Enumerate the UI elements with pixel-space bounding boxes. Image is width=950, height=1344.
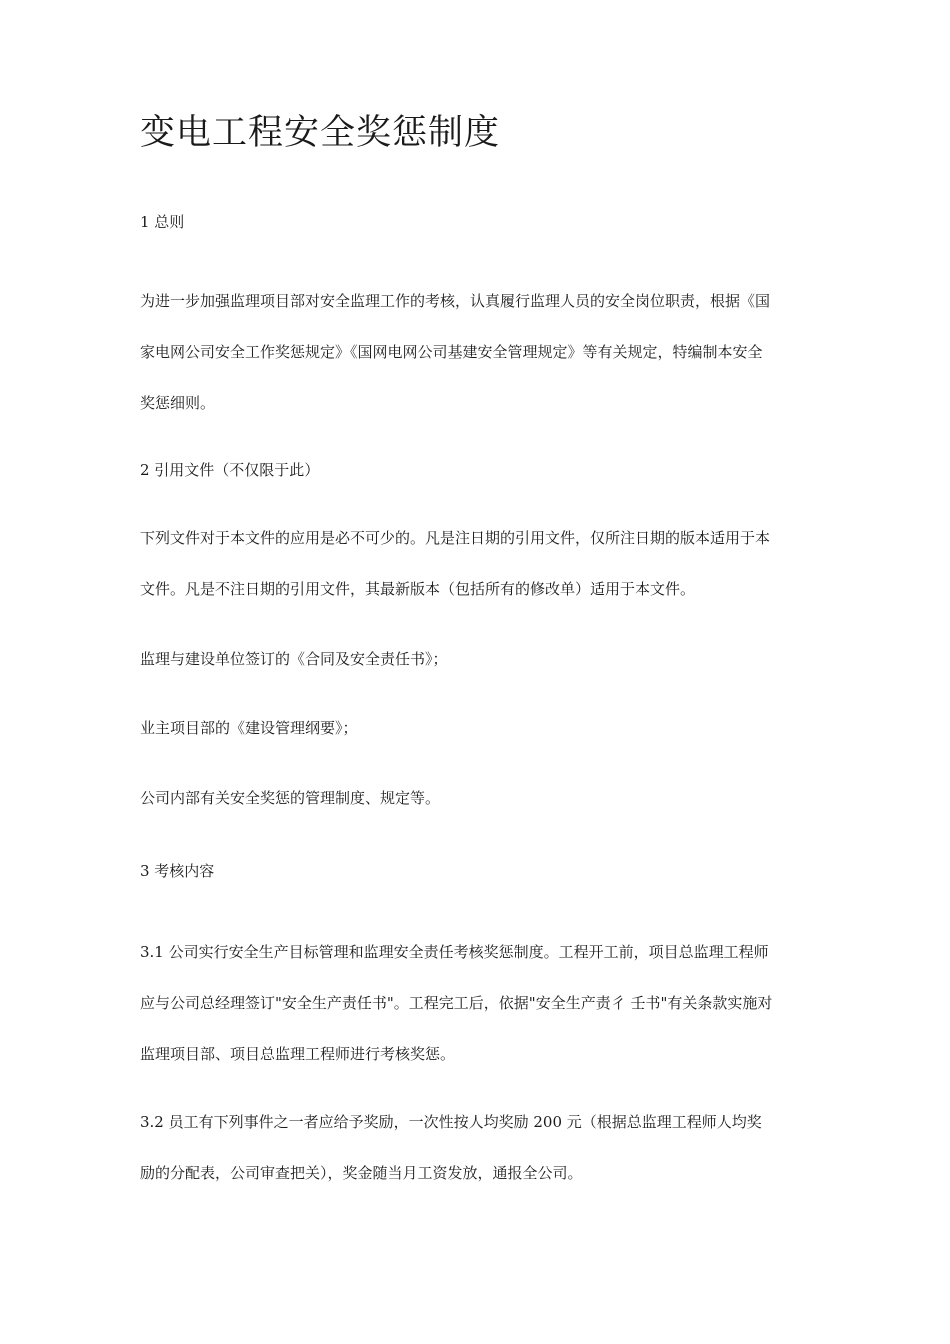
page-title: 变电工程安全奖惩制度 — [140, 113, 501, 153]
paragraph-line: 文件。凡是不注日期的引用文件，其最新版本（包括所有的修改单）适用于本文件。 — [140, 580, 696, 598]
clause-line: 监理项目部、项目总监理工程师进行考核奖惩。 — [140, 1045, 456, 1063]
paragraph-line: 奖惩细则。 — [140, 394, 216, 412]
reference-item: 业主项目部的《建设管理纲要》； — [140, 719, 358, 737]
section-heading-general: 1 总则 — [140, 213, 185, 231]
clause-line: 3.2 员工有下列事件之一者应给予奖励，一次性按人均奖励 200 元（根据总监理工程师人均奖 — [140, 1113, 762, 1131]
paragraph-line: 下列文件对于本文件的应用是必不可少的。凡是注日期的引用文件，仅所注日期的版本适用于本 — [140, 529, 771, 547]
paragraph-line: 家电网公司安全工作奖惩规定》《国网电网公司基建安全管理规定》等有关规定，特编制本安全 — [140, 343, 763, 361]
clause-line: 3.1 公司实行安全生产目标管理和监理安全责任考核奖惩制度。工程开工前，项目总监理工程师 — [140, 943, 769, 961]
section-heading-assessment: 3 考核内容 — [140, 862, 215, 880]
clause-line: 应与公司总经理签订"安全生产责任书"。工程完工后，依据"安全生产责彳 壬书"有关条款实施对 — [140, 994, 773, 1012]
reference-item: 监理与建设单位签订的《合同及安全责任书》； — [140, 650, 448, 668]
reference-item: 公司内部有关安全奖惩的管理制度、规定等。 — [140, 789, 441, 807]
clause-line: 励的分配表，公司审查把关），奖金随当月工资发放，通报全公司。 — [140, 1164, 583, 1182]
section-heading-references: 2 引用文件（不仅限于此） — [140, 461, 320, 479]
paragraph-line: 为进一步加强监理项目部对安全监理工作的考核，认真履行监理人员的安全岗位职责，根据《国 — [140, 292, 771, 310]
